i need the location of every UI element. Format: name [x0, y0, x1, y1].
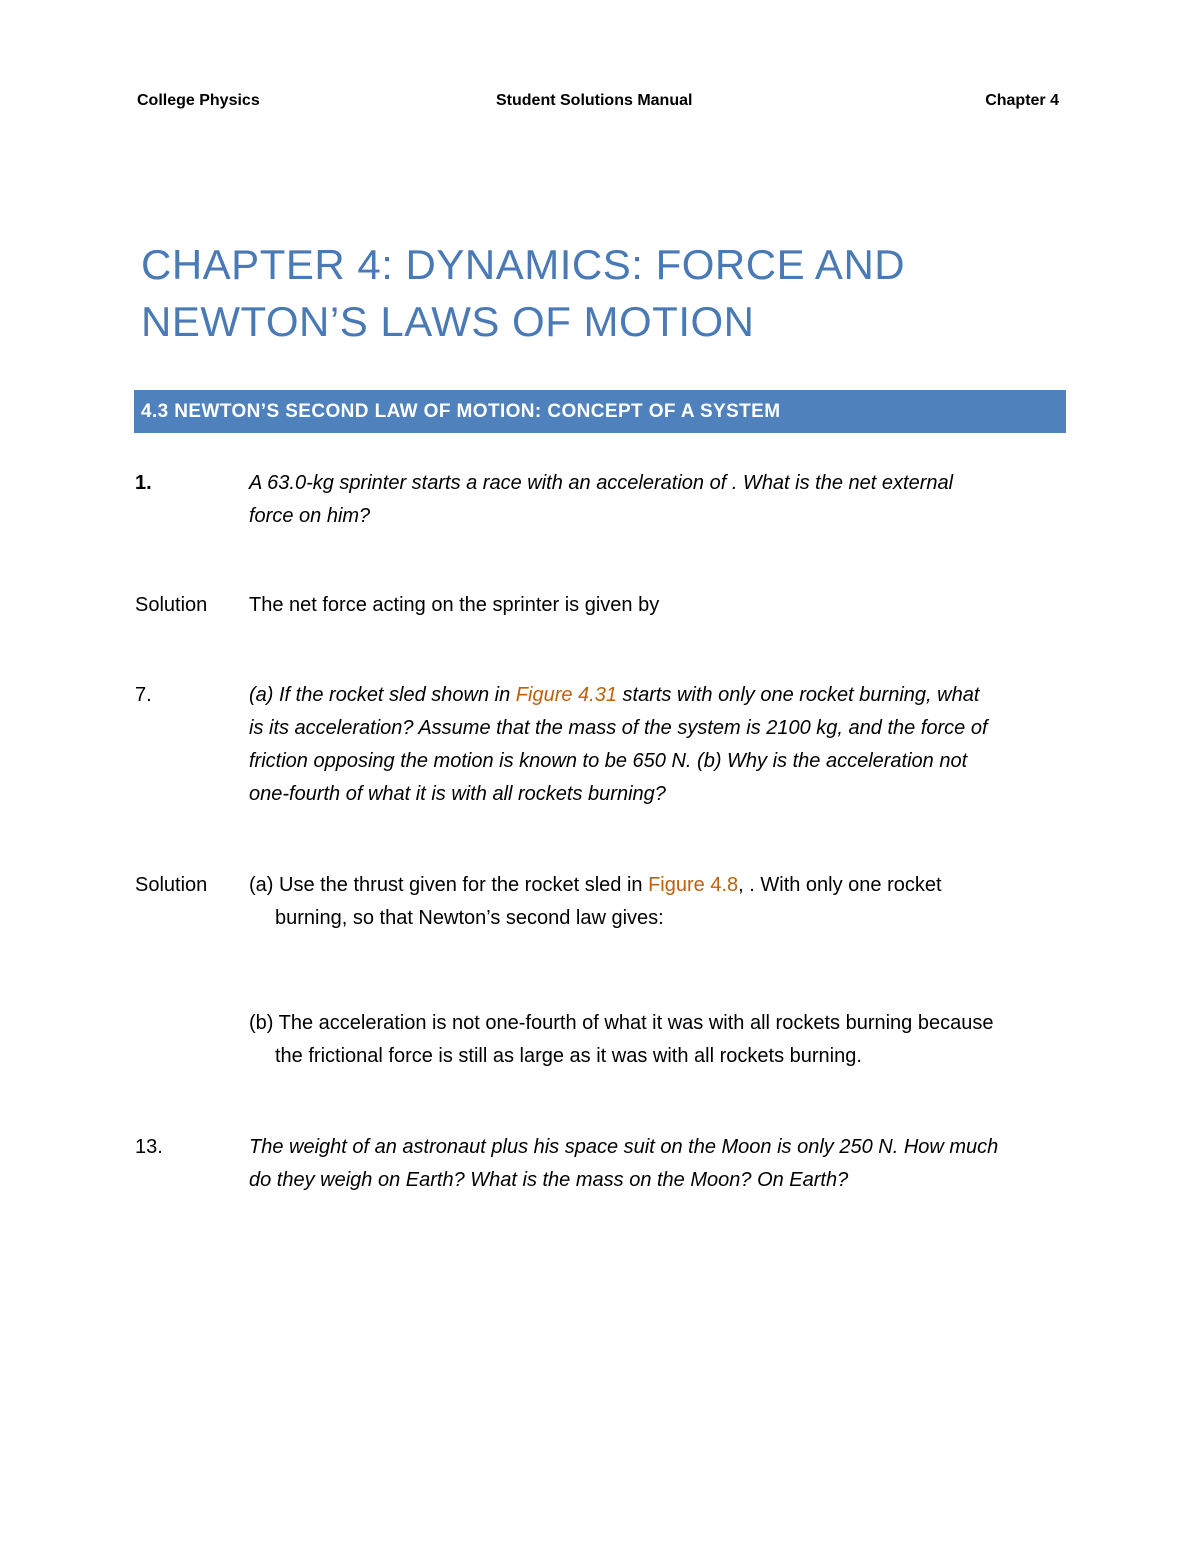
- header-manual-title: Student Solutions Manual: [496, 92, 693, 109]
- question-text: starts with only one rocket burning, what: [616, 684, 980, 706]
- section-heading: 4.3 NEWTON’S SECOND LAW OF MOTION: CONCEPT OF A SYSTEM: [134, 390, 1066, 433]
- chapter-title: [141, 236, 1081, 350]
- solution-line: (b) The acceleration is not one-fourth of what it was with all rockets burning because: [249, 1012, 994, 1034]
- question-line: one-fourth of what it is with all rockets burning?: [249, 783, 666, 805]
- problem-question: [249, 467, 1065, 533]
- question-line: [249, 679, 1065, 712]
- figure-link[interactable]: Figure 4.31: [515, 684, 617, 706]
- header-chapter: Chapter 4: [985, 92, 1059, 109]
- solution-line: the frictional force is still as large as it was with all rockets burning.: [275, 1045, 862, 1067]
- chapter-title-line-1: CHAPTER 4: DYNAMICS: FORCE AND: [141, 241, 906, 288]
- question-line: do they weigh on Earth? What is the mass on the Moon? On Earth?: [249, 1169, 849, 1191]
- solution-label: Solution: [135, 594, 208, 616]
- figure-link[interactable]: Figure 4.8: [648, 874, 739, 896]
- problem-question: [249, 1131, 1065, 1197]
- chapter-title-line-2: NEWTON’S LAWS OF MOTION: [141, 298, 755, 345]
- question-line: The weight of an astronaut plus his space suit on the Moon is only 250 N. How much: [249, 1136, 999, 1158]
- solution-line: [249, 869, 1065, 902]
- problem-number: 13.: [135, 1136, 163, 1158]
- solution-label: Solution: [135, 874, 208, 896]
- solution-line: The net force acting on the sprinter is given by: [249, 594, 660, 616]
- problem-number: 7.: [135, 684, 152, 706]
- question-line: force on him?: [249, 505, 371, 527]
- solution-text-run: (a) Use the thrust given for the rocket sled in: [249, 874, 649, 896]
- solution-text-run: , . With only one rocket: [738, 874, 942, 896]
- question-line: friction opposing the motion is known to be 650 N. (b) Why is the acceleration not: [249, 750, 968, 772]
- question-line: A 63.0-kg sprinter starts a race with an acceleration of . What is the net external: [249, 472, 954, 494]
- solution-line: burning, so that Newton’s second law gives:: [275, 907, 664, 929]
- solution-text: [249, 1007, 1065, 1073]
- header-book-title: College Physics: [137, 92, 260, 109]
- question-line: is its acceleration? Assume that the mass of the system is 2100 kg, and the force of: [249, 717, 988, 739]
- problem-question: [249, 679, 1065, 811]
- problem-number: 1.: [135, 472, 152, 494]
- solution-text: [249, 589, 1065, 622]
- question-text: (a) If the rocket sled shown in: [249, 684, 516, 706]
- running-header: [137, 92, 1059, 116]
- solution-text: [249, 869, 1065, 935]
